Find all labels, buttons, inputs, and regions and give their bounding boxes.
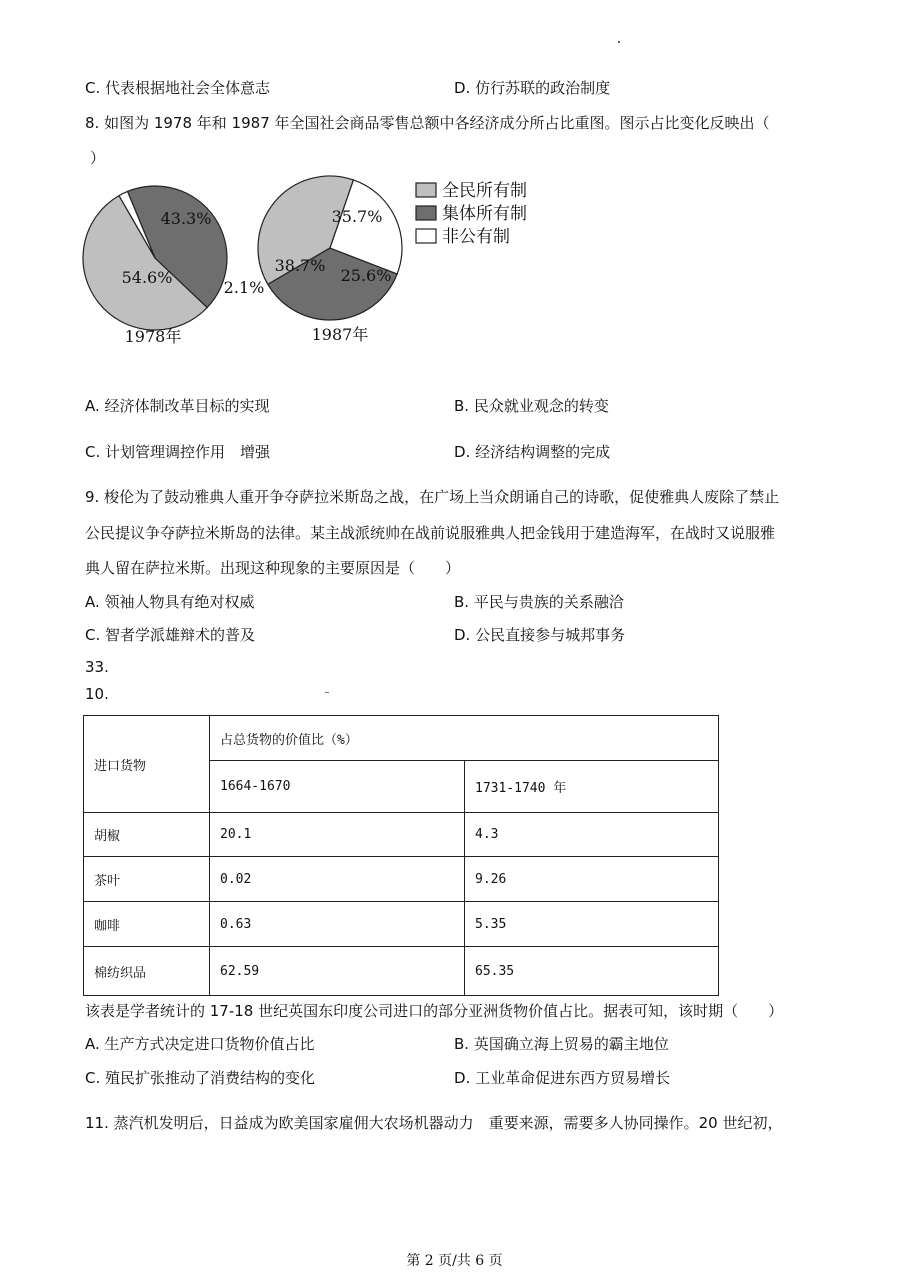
q8-stem-line1: 8. 如图为 1978 年和 1987 年全国社会商品零售总额中各经济成分所占比重图。图示占比变化反映出（ bbox=[85, 114, 770, 132]
q10-option-a[interactable]: A. 生产方式决定进口货物价值占比 bbox=[85, 1035, 315, 1053]
pie-chart bbox=[0, 170, 909, 370]
q10-stem: 该表是学者统计的 17-18 世纪英国东印度公司进口的部分亚洲货物价值占比。据表可知，该时期（ ） bbox=[85, 1002, 784, 1020]
slice-label: 43.3% bbox=[160, 209, 212, 228]
table-row bbox=[84, 947, 719, 996]
q9-stem-line1: 9. 梭伦为了鼓动雅典人重开争夺萨拉米斯岛之战，在广场上当众朗诵自己的诗歌，促使雅典人废除了禁止 bbox=[85, 488, 780, 506]
stray-mark bbox=[325, 692, 329, 693]
q8-stem-line2: ） bbox=[90, 149, 106, 167]
item-cell: 胡椒 bbox=[84, 813, 210, 857]
value-cell: 5.35 bbox=[465, 902, 719, 947]
value-cell: 65.35 bbox=[465, 947, 719, 996]
q8-option-a[interactable]: A. 经济体制改革目标的实现 bbox=[85, 397, 270, 415]
q8-option-d[interactable]: D. 经济结构调整的完成 bbox=[454, 443, 611, 461]
legend-swatch bbox=[416, 206, 436, 220]
q10-option-d[interactable]: D. 工业革命促进东西方贸易增长 bbox=[454, 1069, 671, 1087]
table-row bbox=[84, 813, 719, 857]
stray-number: 33. bbox=[85, 658, 109, 676]
table-row bbox=[84, 857, 719, 902]
legend-label: 全民所有制 bbox=[442, 181, 527, 201]
q10-number: 10. bbox=[85, 685, 109, 703]
group-header-cell: 占总货物的价值比（%） bbox=[210, 716, 719, 761]
q10-table bbox=[83, 715, 719, 996]
value-cell: 9.26 bbox=[465, 857, 719, 902]
legend-swatch bbox=[416, 229, 436, 243]
item-cell: 茶叶 bbox=[84, 857, 210, 902]
row-header-cell: 进口货物 bbox=[84, 716, 210, 813]
q8-option-b[interactable]: B. 民众就业观念的转变 bbox=[454, 397, 609, 415]
q7-option-d[interactable]: D. 仿行苏联的政治制度 bbox=[454, 79, 611, 97]
legend-label: 非公有制 bbox=[442, 227, 510, 247]
value-cell: 0.02 bbox=[210, 857, 465, 902]
legend-swatch bbox=[416, 183, 436, 197]
value-cell: 4.3 bbox=[465, 813, 719, 857]
q9-stem-line3: 典人留在萨拉米斯。出现这种现象的主要原因是（ ） bbox=[85, 559, 461, 577]
year-label: 1987年 bbox=[311, 325, 369, 344]
q9-option-a[interactable]: A. 领袖人物具有绝对权威 bbox=[85, 593, 255, 611]
item-cell: 咖啡 bbox=[84, 902, 210, 947]
slice-label: 54.6% bbox=[121, 268, 173, 287]
q10-option-b[interactable]: B. 英国确立海上贸易的霸主地位 bbox=[454, 1035, 669, 1053]
slice-label: 25.6% bbox=[340, 266, 392, 285]
page-footer: 第 2 页/共 6 页 bbox=[406, 1253, 503, 1269]
period1-header-cell: 1664-1670 bbox=[210, 761, 465, 813]
table-row bbox=[84, 902, 719, 947]
q9-stem-line2: 公民提议争夺萨拉米斯岛的法律。某主战派统帅在战前说服雅典人把金钱用于建造海军，在战时又说服雅 bbox=[85, 524, 776, 542]
value-cell: 62.59 bbox=[210, 947, 465, 996]
stray-dot bbox=[618, 41, 620, 43]
legend-label: 集体所有制 bbox=[442, 204, 527, 224]
q9-option-b[interactable]: B. 平民与贵族的关系融洽 bbox=[454, 593, 624, 611]
value-cell: 0.63 bbox=[210, 902, 465, 947]
slice-label: 38.7% bbox=[274, 256, 326, 275]
year-label: 1978年 bbox=[124, 327, 182, 346]
q8-option-c[interactable]: C. 计划管理调控作用 增强 bbox=[85, 443, 271, 461]
slice-label: 35.7% bbox=[331, 207, 383, 226]
slice-label: 2.1% bbox=[223, 278, 265, 297]
period2-header-cell: 1731-1740 年 bbox=[465, 761, 719, 813]
q7-option-c[interactable]: C. 代表根据地社会全体意志 bbox=[85, 79, 271, 97]
q11-stem-line1: 11. 蒸汽机发明后，日益成为欧美国家雇佣大农场机器动力 重要来源，需要多人协同操作。20 世纪初， bbox=[85, 1114, 783, 1132]
q9-option-d[interactable]: D. 公民直接参与城邦事务 bbox=[454, 626, 626, 644]
item-cell: 棉纺织品 bbox=[84, 947, 210, 996]
value-cell: 20.1 bbox=[210, 813, 465, 857]
q9-option-c[interactable]: C. 智者学派雄辩术的普及 bbox=[85, 626, 256, 644]
q10-option-c[interactable]: C. 殖民扩张推动了消费结构的变化 bbox=[85, 1069, 316, 1087]
